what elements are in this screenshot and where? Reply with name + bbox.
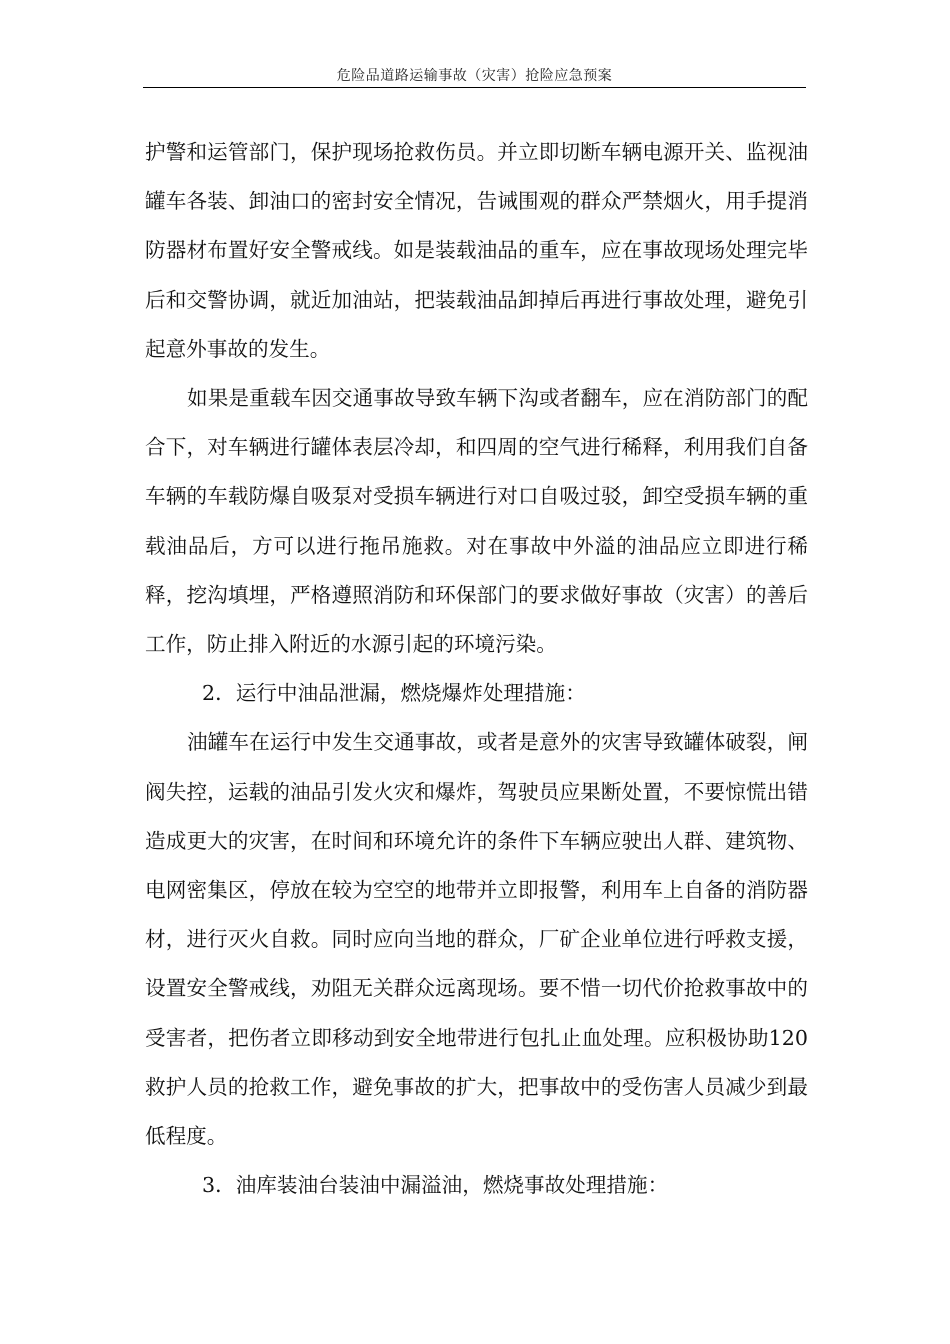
page-header-title: 危险品道路运输事故（灾害）抢险应急预案	[336, 68, 613, 84]
section-heading-2: 2．运行中油品泄漏，燃烧爆炸处理措施：	[202, 681, 586, 706]
header-divider	[143, 87, 806, 88]
paragraph-continuation: 护警和运管部门，保护现场抢救伤员。并立即切断车辆电源开关、监视油罐车各装、卸油口的密封安全情况，告诫围观的群众严禁烟火，用手提消防器材布置好安全警戒线。如是装载油品的重车，应在事故现场处理完毕后和交警协调，就近加油站，把装载油品卸掉后再进行事故处理，避免引起意外事故的发生。	[145, 140, 808, 361]
document-body	[145, 128, 808, 1210]
paragraph-overturn-handling: 如果是重载车因交通事故导致车辆下沟或者翻车，应在消防部门的配合下，对车辆进行罐体表层冷却，和四周的空气进行稀释，利用我们自备车辆的车载防爆自吸泵对受损车辆进行对口自吸过驳，卸空受损车辆的重载油品后，方可以进行拖吊施救。对在事故中外溢的油品应立即进行稀释，挖沟填埋，严格遵照消防和环保部门的要求做好事故（灾害）的善后工作，防止排入附近的水源引起的环境污染。	[145, 386, 808, 657]
paragraph-fire-explosion-handling: 油罐车在运行中发生交通事故，或者是意外的灾害导致罐体破裂，闸阀失控，运载的油品引发火灾和爆炸，驾驶员应果断处置，不要惊慌出错造成更大的灾害，在时间和环境允许的条件下车辆应驶出人群、建筑物、电网密集区，停放在较为空空的地带并立即报警，利用车上自备的消防器材，进行灭火自救。同时应向当地的群众，厂矿企业单位进行呼救支援，设置安全警戒线，劝阻无关群众远离现场。要不惜一切代价抢救事故中的受害者，把伤者立即移动到安全地带进行包扎止血处理。应积极协助120救护人员的抢救工作，避免事故的扩大，把事故中的受伤害人员减少到最低程度。	[145, 730, 808, 1149]
section-heading-3: 3．油库装油台装油中漏溢油，燃烧事故处理措施：	[202, 1173, 669, 1198]
